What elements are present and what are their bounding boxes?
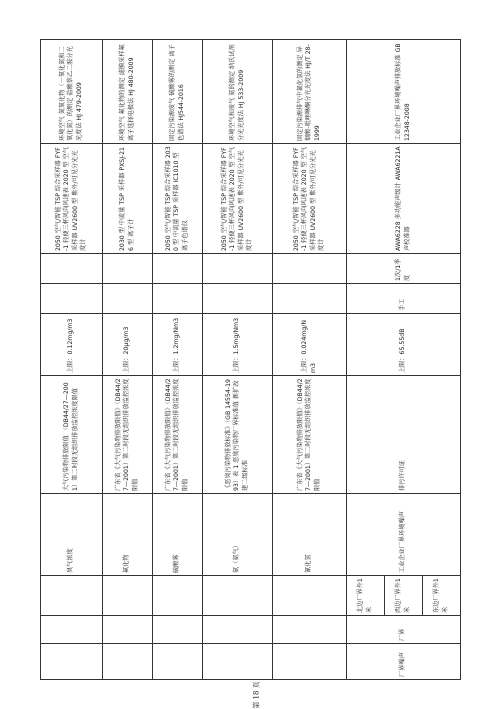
table-row [103, 40, 153, 680]
item-cell: 硫酸雾 [153, 494, 203, 576]
item-cell: 工业企业厂界环境噪声 [347, 494, 461, 576]
frequency-cell [273, 254, 347, 284]
standard-cell: 广东省《大气污染物排放限值》（DB44/27—2001）第二时段无组织排放监控浓度限值 [153, 376, 203, 494]
limit-cell: 上限：20μg/m3 [103, 314, 153, 376]
table-row [203, 40, 273, 680]
instrument-cell: AWA6228 多功能声级计 AWA6221A 声校准器 [347, 144, 461, 254]
point-cell: 西边厂界外1米 [385, 576, 423, 616]
table-row [153, 40, 203, 680]
method-cell: 手工 [347, 284, 461, 314]
instrument-cell: 2050 空气/智能 TSP 综合采样器 FYF-1 轻便三杯风向风速表 2020 型 空气采样器 UV2600 型 紫外/可见分光光度计 [273, 144, 347, 254]
basis-cell: 环境空气 氮氧化物（一氧化氮和二氧化氮）的测定 盐酸萘乙二胺分光光度法 HJ 479-2009 [41, 40, 103, 144]
method-cell [203, 284, 273, 314]
limit-cell: 上限：1.2mg/Nm3 [153, 314, 203, 376]
basis-cell: 环境空气和废气 氨的测定 纳氏试剂分光光度法 HJ 533-2009 [203, 40, 273, 144]
limit-cell: 上限：0.12mg/m3 [41, 314, 103, 376]
instrument-cell: 2050 空气/智能 TSP 综合采样器 FYF-1 轻便三杯风向风速表 2020 型 空气采样器 UV2600 型 紫外/可见分光光度计 [41, 144, 103, 254]
monitoring-table [40, 39, 461, 680]
basis-cell: 固定污染源废气 硫酸雾的测定 离子色谱法 HJ544-2016 [153, 40, 203, 144]
table-row [347, 40, 385, 680]
frequency-cell [153, 254, 203, 284]
point-cell: 北边厂界外1米 [347, 576, 385, 616]
rotated-table-wrapper [40, 40, 460, 680]
category-cell: 厂界噪声 [347, 644, 461, 680]
item-cell: 臭气浓度 [41, 494, 103, 576]
standard-cell: 排污许可证 [347, 376, 461, 494]
method-cell [273, 284, 347, 314]
frequency-cell [103, 254, 153, 284]
standard-cell: 《恶臭污染物排放标准》（GB 14554-1993）表 1 恶臭污染物厂界标准值 新扩改建二级标准 [203, 376, 273, 494]
table-row [41, 40, 103, 680]
frequency-cell: 1次/1季度 [347, 254, 461, 284]
page-number: 第 18 页 [252, 681, 261, 709]
limit-cell: 上限：0.024mg/Nm3 [273, 314, 347, 376]
method-cell [41, 284, 103, 314]
limit-cell: 上限：1.5mg/Nm3 [203, 314, 273, 376]
instrument-cell: 2050 空气/智能 TSP 综合采样器 2030 型 中流量 TSP 采样器 IC1010 型 离子色谱仪 [153, 144, 203, 254]
method-cell [153, 284, 203, 314]
table-row [273, 40, 347, 680]
item-cell: 氰化氢 [273, 494, 347, 576]
basis-cell: 固定污染源排气中氰化氢的测定 异烟酸-吡唑啉酮分光光度法 HJ/T 28-1999 [273, 40, 347, 144]
instrument-cell: 2050 空气/智能 TSP 综合采样器 FYF-1 轻便三杯风向风速表 2020 型 空气采样器 UV2600 型 紫外/可见分光光度计 [203, 144, 273, 254]
frequency-cell [41, 254, 103, 284]
point-cell: 东边厂界外1米 [423, 576, 461, 616]
standard-cell: 大气污染物排放限值 （DB44/27—2001）第二时段无组织排放监控浓度限值 [41, 376, 103, 494]
standard-cell: 广东省《大气污染物排放限值》（DB44/27—2001）第二时段无组织排放监控浓度限值 [273, 376, 347, 494]
item-cell: 氨（氨气） [203, 494, 273, 576]
limit-cell: 上限：65.55dB [347, 314, 461, 376]
basis-cell: 工业企业厂界环境噪声排放标准 GB 12348-2008 [347, 40, 461, 144]
instrument-cell: 2030 型 中流量 TSP 采样器 PXSJ-216 型 离子计 [103, 144, 153, 254]
basis-cell: 环境空气 氟化物的测定 滤膜采样氟离子选择电极法 HJ 480-2009 [103, 40, 153, 144]
method-cell [103, 284, 153, 314]
location-cell: 厂界 [347, 616, 461, 644]
frequency-cell [203, 254, 273, 284]
item-cell: 氟化物 [103, 494, 153, 576]
standard-cell: 广东省《大气污染物排放限值》（DB44/27—2001）第二时段无组织排放监控浓度限值 [103, 376, 153, 494]
